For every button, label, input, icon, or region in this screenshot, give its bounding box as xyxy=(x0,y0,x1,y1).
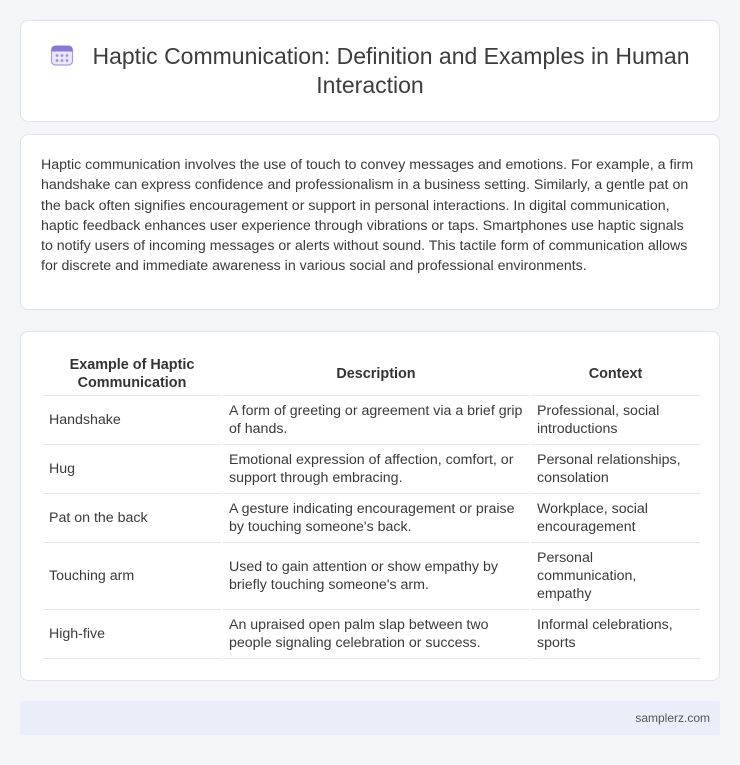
table-row xyxy=(43,445,700,494)
examples-table xyxy=(41,352,702,659)
cell-description: A form of greeting or agreement via a brief grip of hands. xyxy=(223,396,529,445)
table-header-row xyxy=(43,352,700,396)
footer xyxy=(20,701,720,735)
table-row xyxy=(43,494,700,543)
cell-context: Informal celebrations, sports xyxy=(531,610,700,659)
cell-description: Emotional expression of affection, comfort, or support through embracing. xyxy=(223,445,529,494)
column-header-example: Example of Haptic Communication xyxy=(43,352,221,396)
footer-site-link[interactable]: samplerz.com xyxy=(635,711,710,725)
calendar-icon xyxy=(50,43,74,67)
cell-description: Used to gain attention or show empathy by briefly touching someone's arm. xyxy=(223,543,529,610)
cell-context: Workplace, social encouragement xyxy=(531,494,700,543)
title-card xyxy=(20,20,720,122)
table-row xyxy=(43,396,700,445)
page-title xyxy=(50,42,690,100)
table-card xyxy=(20,331,720,681)
intro-card xyxy=(20,134,720,310)
intro-paragraph: Haptic communication involves the use of touch to convey messages and emotions. For example, a firm handshake can express confidence and professionalism in a business setting. Similarly, a gentle pat on the back often signifies encouragement or support in personal interactions. In digital communication, haptic feedback enhances user experience through vibrations or taps. Smartphones use haptic signals to notify users of incoming messages or alerts without sound. This tactile form of communication allows for discrete and immediate awareness in various social and professional environments. xyxy=(41,157,694,275)
cell-example: Touching arm xyxy=(43,543,221,610)
table-row xyxy=(43,543,700,610)
cell-example: Hug xyxy=(43,445,221,494)
cell-context: Personal communication, empathy xyxy=(531,543,700,610)
cell-context: Personal relationships, consolation xyxy=(531,445,700,494)
cell-example: Pat on the back xyxy=(43,494,221,543)
page-title-text: Haptic Communication: Definition and Examples in Human Interaction xyxy=(92,43,690,98)
cell-example: Handshake xyxy=(43,396,221,445)
table-row xyxy=(43,610,700,659)
column-header-context: Context xyxy=(531,352,700,396)
column-header-description: Description xyxy=(223,352,529,396)
cell-example: High-five xyxy=(43,610,221,659)
cell-context: Professional, social introductions xyxy=(531,396,700,445)
cell-description: A gesture indicating encouragement or praise by touching someone's back. xyxy=(223,494,529,543)
cell-description: An upraised open palm slap between two people signaling celebration or success. xyxy=(223,610,529,659)
